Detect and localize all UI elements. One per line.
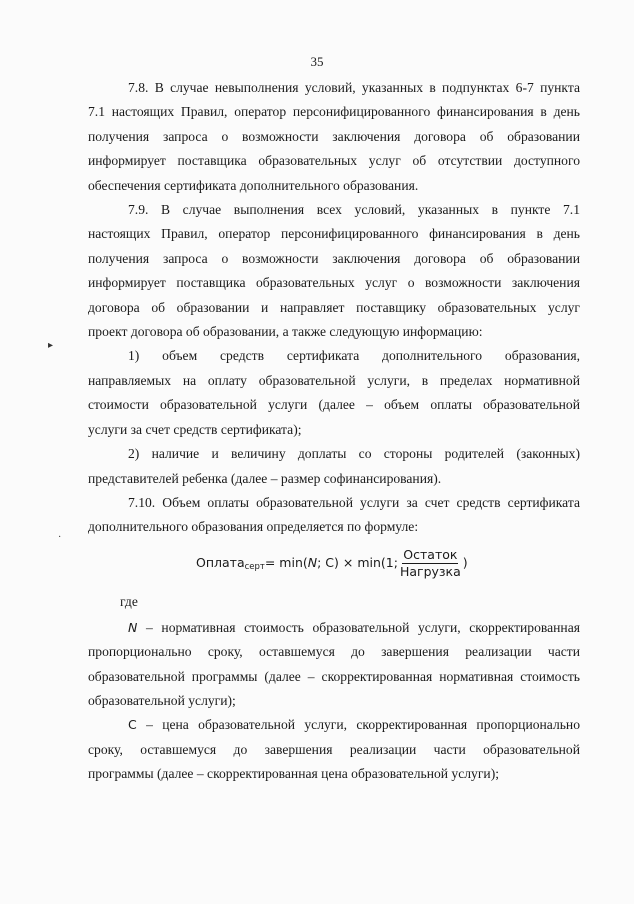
formula-mid: ; C) × min(1; <box>317 555 398 571</box>
margin-mark: ▸ <box>48 340 54 351</box>
list-item-1-line: услуги за счет средств сертификата); <box>88 421 302 437</box>
c-definition-line: программы (далее – скорректированная цена образовательной услуги); <box>88 766 499 782</box>
paragraph-7-10-line: 7.10. Объем оплаты образовательной услуги за счет средств сертификата <box>128 494 580 510</box>
paragraph-7-9-line: 7.9. В случае выполнения всех условий, указанных в пункте 7.1 <box>128 202 580 218</box>
n-definition-line: образовательной услуги); <box>88 692 236 708</box>
formula-lhs: Оплата <box>196 555 245 571</box>
n-definition-line <box>88 616 580 640</box>
n-definition-line: пропорционально сроку, оставшемуся до завершения реализации части <box>88 644 580 660</box>
paragraph-7-8-line: обеспечения сертификата дополнительного образования. <box>88 177 419 193</box>
page-number: 35 <box>310 54 324 69</box>
formula-lhs-subscript: серт <box>244 562 265 573</box>
paragraph-7-9-line: информирует поставщика образовательных услуг о возможности заключения <box>88 275 580 291</box>
margin-mark: · <box>58 532 62 543</box>
paragraph-7-10-line: дополнительного образования определяется по формуле: <box>88 519 419 535</box>
formula-block <box>88 540 580 588</box>
paragraph-7-9-line: проект договора об образовании, а также следующую информацию: <box>88 324 483 340</box>
paragraph-7-8-line: 7.8. В случае невыполнения условий, указанных в подпунктах 6-7 пункта <box>128 80 580 95</box>
formula-numerator: Остаток <box>403 546 458 562</box>
paragraph-7-9-line: договора об образовании и направляет поставщику образовательных услуг <box>88 299 580 315</box>
formula-close: ) <box>462 555 468 571</box>
list-item-1-line: стоимости образовательной услуги (далее – объем оплаты образовательной <box>88 397 580 413</box>
paragraph-7-8-line: получения запроса о возможности заключения договора об образовании <box>88 128 580 144</box>
c-definition-line: сроку, оставшемуся до завершения реализации части образовательной <box>88 741 580 757</box>
c-symbol: C <box>128 717 137 733</box>
formula <box>196 548 468 579</box>
list-item-1-line: направляемых на оплату образовательной услуги, в пределах нормативной <box>88 372 580 388</box>
list-item-2-line: 2) наличие и величину доплаты со стороны родителей (законных) <box>128 446 580 462</box>
paragraph-7-8-line: информирует поставщика образовательных услуг об отсутствии доступного <box>88 153 580 169</box>
formula-denominator: Нагрузка <box>399 563 461 579</box>
where-label: где <box>120 593 138 609</box>
formula-eq: = min( <box>264 555 308 571</box>
formula-n: N <box>307 555 318 571</box>
n-definition-line: образовательной программы (далее – скорректированная нормативная стоимость <box>88 668 580 684</box>
list-item-1-line: 1) объем средств сертификата дополнительного образования, <box>128 348 580 364</box>
c-definition-text: – цена образовательной услуги, скорректированная пропорционально <box>146 717 580 733</box>
paragraph-7-9-line: получения запроса о возможности заключения договора об образовании <box>88 250 580 266</box>
formula-fraction <box>399 548 462 579</box>
paragraph-7-8-line: 7.1 настоящих Правил, оператор персонифицированного финансирования в день <box>88 104 580 120</box>
n-definition-text: – нормативная стоимость образовательной услуги, скорректированная <box>146 619 580 635</box>
c-definition-line <box>88 713 580 737</box>
n-symbol: N <box>128 619 138 635</box>
list-item-2-line: представителей ребенка (далее – размер софинансирования). <box>88 470 442 486</box>
document-body <box>88 76 580 787</box>
paragraph-7-9-line: настоящих Правил, оператор персонифицированного финансирования в день <box>88 226 580 242</box>
